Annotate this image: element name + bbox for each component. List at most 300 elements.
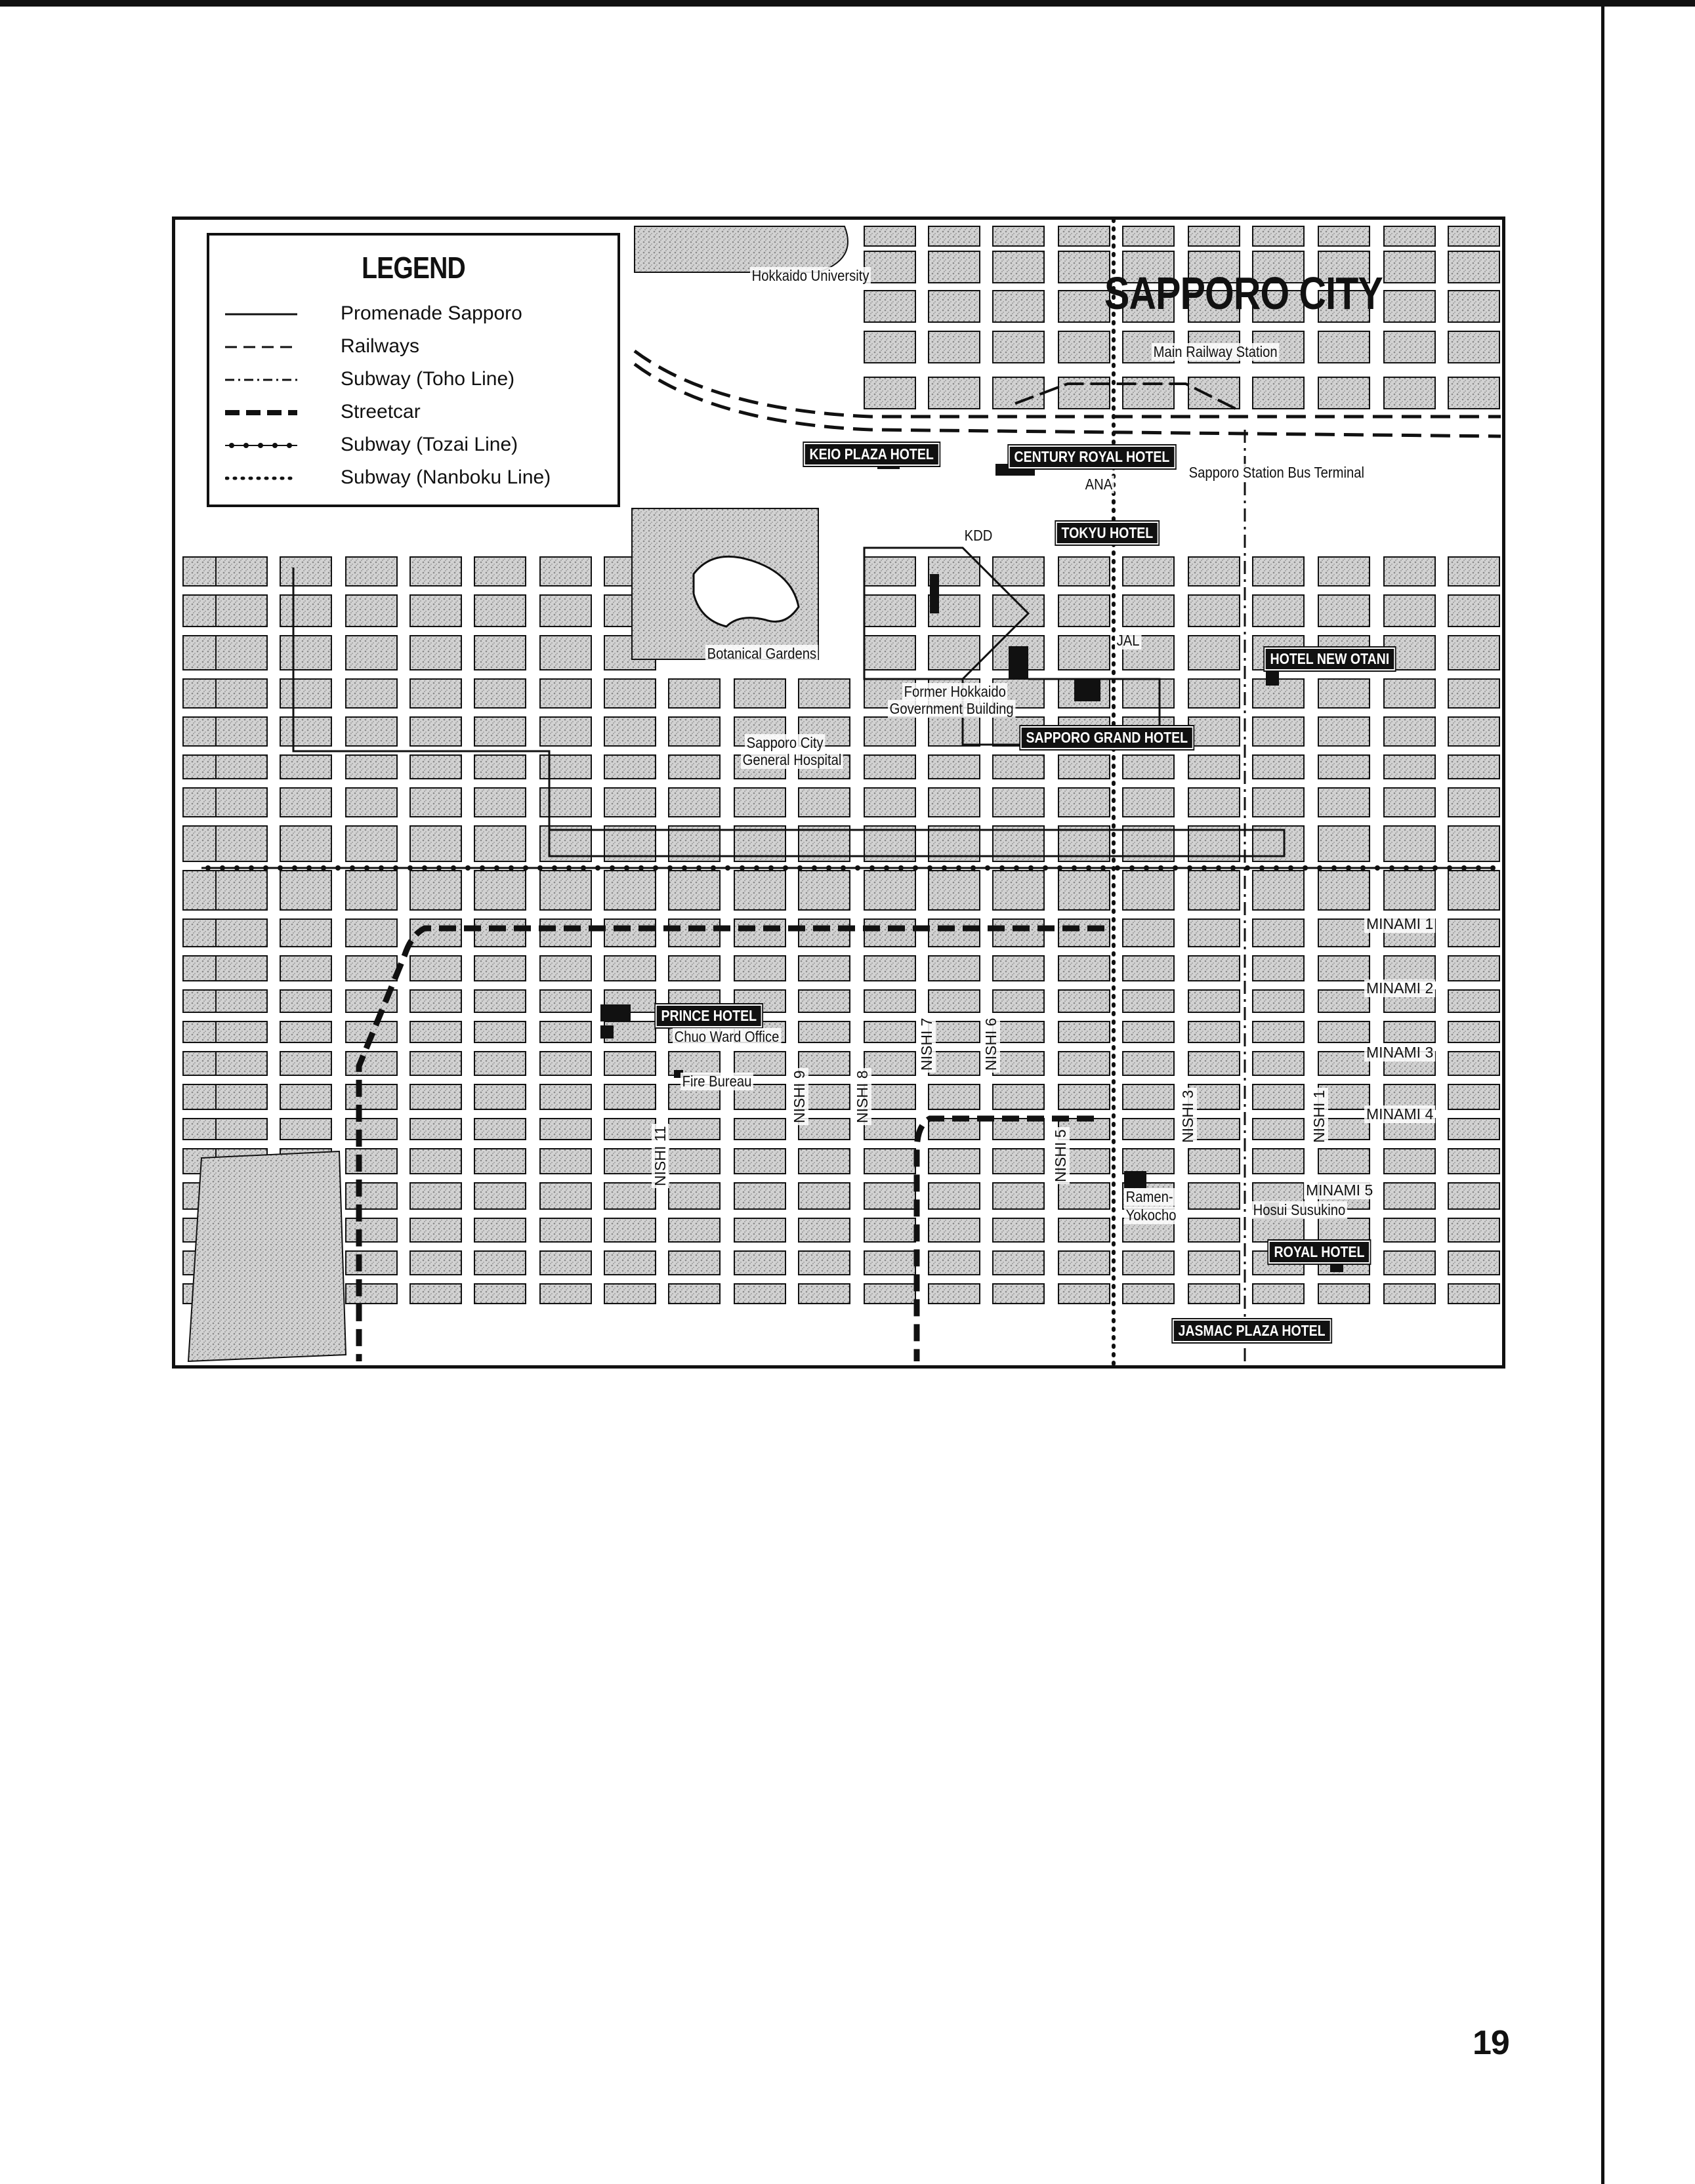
city-block <box>1123 226 1174 246</box>
city-block <box>1448 679 1499 708</box>
legend <box>207 233 620 507</box>
city-block <box>669 1251 720 1275</box>
city-block <box>604 1218 656 1242</box>
city-block <box>216 717 267 746</box>
label-chuo-ward-office: Chuo Ward Office <box>673 1028 781 1046</box>
city-block <box>864 1284 915 1304</box>
city-block <box>346 871 397 910</box>
city-block <box>280 1119 331 1140</box>
city-block <box>474 956 526 981</box>
city-block <box>1448 1284 1499 1304</box>
city-block <box>1123 755 1174 779</box>
city-block <box>1058 990 1110 1012</box>
city-block <box>346 1218 397 1242</box>
label-ramen-yokocho-1: Ramen- <box>1124 1188 1175 1206</box>
city-block <box>993 1183 1044 1209</box>
city-block <box>604 1084 656 1109</box>
city-block <box>1384 679 1435 708</box>
city-block <box>474 826 526 861</box>
city-block <box>864 956 915 981</box>
city-block <box>1384 251 1435 283</box>
city-block <box>993 1084 1044 1109</box>
city-block <box>216 919 267 947</box>
hokkaido-university-campus <box>635 226 848 272</box>
city-block <box>474 788 526 817</box>
city-block <box>1448 717 1499 746</box>
label-kdd: KDD <box>963 527 994 545</box>
city-block <box>864 1149 915 1174</box>
city-block <box>1058 636 1110 670</box>
city-block <box>1253 1218 1304 1242</box>
city-block <box>474 1052 526 1075</box>
city-block <box>1384 826 1435 861</box>
city-block <box>993 251 1044 283</box>
city-block <box>929 1021 980 1042</box>
city-block <box>1384 226 1435 246</box>
city-block <box>669 788 720 817</box>
city-block <box>1448 990 1499 1012</box>
city-block <box>1384 1183 1435 1209</box>
city-block <box>410 1021 461 1042</box>
city-block <box>1318 826 1370 861</box>
city-block <box>1058 291 1110 322</box>
city-block <box>1448 755 1499 779</box>
street-minami-5: MINAMI 5 <box>1304 1182 1375 1199</box>
city-block <box>1448 1084 1499 1109</box>
legend-item-railways: Railways <box>225 335 612 361</box>
city-block <box>1058 755 1110 779</box>
city-block <box>669 956 720 981</box>
city-block <box>216 1021 267 1042</box>
city-block <box>799 1021 850 1042</box>
city-block <box>1318 595 1370 627</box>
street-minami-1: MINAMI 1 <box>1364 915 1435 933</box>
city-block <box>540 755 591 779</box>
city-block <box>1253 871 1304 910</box>
city-block <box>216 636 267 670</box>
city-block <box>929 1149 980 1174</box>
city-block <box>1058 377 1110 409</box>
city-block <box>410 1284 461 1304</box>
city-block <box>993 871 1044 910</box>
city-block <box>1188 679 1240 708</box>
city-block <box>1384 595 1435 627</box>
city-block <box>604 1251 656 1275</box>
city-block <box>346 788 397 817</box>
city-block <box>346 1052 397 1075</box>
city-block <box>993 377 1044 409</box>
city-block <box>280 919 331 947</box>
street-nishi-11: NISHI 11 <box>652 1124 669 1188</box>
city-block <box>929 1052 980 1075</box>
city-block <box>864 595 915 627</box>
city-block <box>1123 1149 1174 1174</box>
city-block <box>1123 1052 1174 1075</box>
street-minami-4: MINAMI 4 <box>1364 1105 1435 1123</box>
city-block <box>474 1284 526 1304</box>
city-block <box>1384 1149 1435 1174</box>
city-block <box>1384 788 1435 817</box>
city-block <box>604 679 656 708</box>
city-block <box>410 788 461 817</box>
city-block <box>1448 557 1499 586</box>
city-block <box>346 717 397 746</box>
city-block <box>540 1218 591 1242</box>
city-block <box>216 1052 267 1075</box>
city-block <box>1188 1251 1240 1275</box>
city-block <box>799 871 850 910</box>
city-block <box>669 1218 720 1242</box>
city-block <box>216 826 267 861</box>
city-block <box>346 1119 397 1140</box>
city-block <box>734 1119 785 1140</box>
city-block <box>1188 1183 1240 1209</box>
city-block <box>604 755 656 779</box>
label-former-gov-building-2: Government Building <box>888 700 1015 718</box>
city-block <box>734 788 785 817</box>
city-block <box>1123 919 1174 947</box>
city-block <box>216 788 267 817</box>
city-block <box>346 1284 397 1304</box>
city-block <box>1123 1021 1174 1042</box>
city-block <box>1384 755 1435 779</box>
city-block <box>1448 956 1499 981</box>
city-block <box>799 1251 850 1275</box>
city-block <box>929 1119 980 1140</box>
city-block <box>1058 331 1110 363</box>
hotel-label-keio-plaza: KEIO PLAZA HOTEL <box>804 443 939 466</box>
city-block <box>540 1183 591 1209</box>
city-block <box>1253 226 1304 246</box>
city-block <box>474 1084 526 1109</box>
city-block <box>929 377 980 409</box>
city-block <box>993 1218 1044 1242</box>
city-block <box>346 595 397 627</box>
city-block <box>799 788 850 817</box>
city-block <box>1253 1284 1304 1304</box>
toho-line-icon <box>225 373 297 386</box>
city-block <box>410 717 461 746</box>
city-block <box>410 1251 461 1275</box>
city-block <box>1318 1149 1370 1174</box>
city-block <box>346 956 397 981</box>
city-block <box>864 557 915 586</box>
city-block <box>1448 919 1499 947</box>
city-block <box>1448 1183 1499 1209</box>
city-block <box>540 990 591 1012</box>
city-block <box>734 1052 785 1075</box>
city-block <box>1448 251 1499 283</box>
city-block <box>1253 557 1304 586</box>
city-block <box>1448 331 1499 363</box>
city-block <box>1188 557 1240 586</box>
building-marker <box>1124 1171 1146 1188</box>
city-block <box>1058 251 1110 283</box>
city-block <box>864 1021 915 1042</box>
city-block <box>993 1119 1044 1140</box>
city-block <box>669 919 720 947</box>
city-block <box>1448 1052 1499 1075</box>
city-block <box>346 919 397 947</box>
city-block <box>864 990 915 1012</box>
city-block <box>669 1183 720 1209</box>
city-block <box>604 919 656 947</box>
city-block <box>216 871 267 910</box>
label-bus-terminal: Sapporo Station Bus Terminal <box>1187 464 1366 482</box>
city-block <box>540 871 591 910</box>
city-block <box>1058 1284 1110 1304</box>
street-nishi-5: NISHI 5 <box>1052 1127 1070 1184</box>
city-block <box>1448 1149 1499 1174</box>
city-block <box>1253 990 1304 1012</box>
city-block <box>1253 717 1304 746</box>
city-block <box>474 990 526 1012</box>
legend-title: LEGEND <box>362 251 465 285</box>
city-block <box>1123 679 1174 708</box>
city-block <box>1384 1021 1435 1042</box>
city-block <box>864 1119 915 1140</box>
city-block <box>280 557 331 586</box>
city-block <box>1448 377 1499 409</box>
city-block <box>864 636 915 670</box>
city-block <box>993 1284 1044 1304</box>
city-block <box>799 1149 850 1174</box>
city-block <box>540 1119 591 1140</box>
city-block <box>1123 788 1174 817</box>
city-block <box>669 717 720 746</box>
city-block <box>734 679 785 708</box>
city-block <box>280 679 331 708</box>
city-block <box>993 557 1044 586</box>
city-block <box>734 1284 785 1304</box>
city-block <box>1188 788 1240 817</box>
city-block <box>929 1251 980 1275</box>
city-block <box>1058 1251 1110 1275</box>
city-block <box>604 956 656 981</box>
map-title: SAPPORO CITY <box>1104 268 1383 319</box>
city-block <box>410 679 461 708</box>
city-block <box>1123 595 1174 627</box>
city-block <box>1448 291 1499 322</box>
city-block <box>216 557 267 586</box>
city-block <box>669 871 720 910</box>
city-block <box>669 755 720 779</box>
city-block <box>1448 1021 1499 1042</box>
city-block <box>540 956 591 981</box>
city-block <box>1188 956 1240 981</box>
city-block <box>1188 755 1240 779</box>
city-block <box>410 1119 461 1140</box>
city-block <box>346 1183 397 1209</box>
city-block <box>1058 788 1110 817</box>
city-block <box>280 956 331 981</box>
city-block <box>540 1284 591 1304</box>
city-block <box>346 1149 397 1174</box>
city-block <box>1188 636 1240 670</box>
city-block <box>1253 1149 1304 1174</box>
street-nishi-8: NISHI 8 <box>854 1068 871 1125</box>
city-block <box>346 557 397 586</box>
city-block <box>1253 1021 1304 1042</box>
label-hosui-susukino: Hosui Susukino <box>1251 1201 1347 1219</box>
city-block <box>929 331 980 363</box>
tozai-line-icon <box>225 439 297 452</box>
city-block <box>1318 755 1370 779</box>
label-former-gov-building-1: Former Hokkaido <box>902 683 1008 701</box>
city-block <box>216 1119 267 1140</box>
city-block <box>1123 1119 1174 1140</box>
city-block <box>410 755 461 779</box>
street-minami-2: MINAMI 2 <box>1364 979 1435 997</box>
street-nishi-9: NISHI 9 <box>791 1068 808 1125</box>
city-block <box>216 755 267 779</box>
city-block <box>1384 717 1435 746</box>
city-block <box>929 1284 980 1304</box>
city-block <box>1188 717 1240 746</box>
city-block <box>929 1084 980 1109</box>
city-block <box>929 990 980 1012</box>
city-block <box>540 595 591 627</box>
building-marker <box>600 1004 631 1021</box>
label-hospital-1: Sapporo City <box>745 734 825 752</box>
city-block <box>474 1218 526 1242</box>
city-block <box>734 1149 785 1174</box>
city-block <box>604 1183 656 1209</box>
city-block <box>1188 990 1240 1012</box>
city-block <box>669 1149 720 1174</box>
city-block <box>280 755 331 779</box>
city-block <box>734 1183 785 1209</box>
city-block <box>1058 1218 1110 1242</box>
city-block <box>864 871 915 910</box>
city-block <box>993 226 1044 246</box>
hotel-label-prince: PRINCE HOTEL <box>656 1004 763 1027</box>
city-block <box>864 788 915 817</box>
street-nishi-3: NISHI 3 <box>1179 1088 1197 1145</box>
city-block <box>346 826 397 861</box>
city-block <box>929 251 980 283</box>
city-block <box>1318 1218 1370 1242</box>
city-block <box>1384 956 1435 981</box>
streetcar-line-icon <box>225 406 297 419</box>
city-block <box>410 956 461 981</box>
city-block <box>929 919 980 947</box>
city-block <box>1188 1052 1240 1075</box>
city-block <box>410 557 461 586</box>
city-block <box>1123 990 1174 1012</box>
city-block <box>540 1251 591 1275</box>
city-block <box>540 919 591 947</box>
city-block <box>474 636 526 670</box>
city-block <box>669 679 720 708</box>
city-block <box>993 331 1044 363</box>
city-block <box>864 1052 915 1075</box>
city-block <box>1253 919 1304 947</box>
city-block <box>410 990 461 1012</box>
city-block <box>474 755 526 779</box>
city-block <box>280 871 331 910</box>
city-block <box>1448 1251 1499 1275</box>
city-block <box>864 717 915 746</box>
city-block <box>410 636 461 670</box>
city-block <box>474 595 526 627</box>
hotel-label-jasmac-plaza: JASMAC PLAZA HOTEL <box>1173 1319 1331 1342</box>
city-block <box>1188 226 1240 246</box>
street-nishi-7: NISHI 7 <box>918 1016 936 1073</box>
city-block <box>864 755 915 779</box>
city-block <box>1318 788 1370 817</box>
city-block <box>929 226 980 246</box>
city-block <box>1058 226 1110 246</box>
city-block <box>1188 1149 1240 1174</box>
city-block <box>346 636 397 670</box>
city-block <box>280 1084 331 1109</box>
city-block <box>410 871 461 910</box>
city-block <box>1058 595 1110 627</box>
city-block <box>864 1084 915 1109</box>
city-block <box>216 990 267 1012</box>
city-block <box>410 826 461 861</box>
city-block <box>1448 1218 1499 1242</box>
city-block <box>1318 1284 1370 1304</box>
city-block <box>1058 956 1110 981</box>
city-block <box>474 1149 526 1174</box>
city-block <box>993 956 1044 981</box>
city-block <box>604 1052 656 1075</box>
city-block <box>216 595 267 627</box>
city-block <box>280 788 331 817</box>
city-block <box>799 679 850 708</box>
city-block <box>410 1052 461 1075</box>
city-block <box>993 1052 1044 1075</box>
city-block <box>1253 595 1304 627</box>
city-block <box>280 826 331 861</box>
city-block <box>993 1021 1044 1042</box>
city-block <box>929 1218 980 1242</box>
legend-item-toho-line: Subway (Toho Line) <box>225 368 612 394</box>
nanboku-line-icon <box>225 472 297 485</box>
city-block <box>540 1052 591 1075</box>
city-block <box>540 636 591 670</box>
city-block <box>1253 1119 1304 1140</box>
city-block <box>1384 291 1435 322</box>
city-block <box>993 1251 1044 1275</box>
building-marker <box>600 1025 614 1039</box>
city-block <box>1448 871 1499 910</box>
city-block <box>669 1284 720 1304</box>
city-block <box>1384 871 1435 910</box>
city-block <box>280 1021 331 1042</box>
city-block <box>1318 1052 1370 1075</box>
city-block <box>280 717 331 746</box>
city-block <box>1123 1251 1174 1275</box>
city-block <box>474 1021 526 1042</box>
street-minami-3: MINAMI 3 <box>1364 1044 1435 1061</box>
city-block <box>540 557 591 586</box>
city-block <box>216 679 267 708</box>
legend-item-tozai-line: Subway (Tozai Line) <box>225 434 612 460</box>
city-block <box>929 788 980 817</box>
page-right-border <box>1601 0 1604 2184</box>
city-block <box>993 291 1044 322</box>
city-block <box>864 1251 915 1275</box>
city-block <box>280 990 331 1012</box>
city-block <box>346 755 397 779</box>
city-block <box>1123 1084 1174 1109</box>
legend-item-nanboku-line: Subway (Nanboku Line) <box>225 466 612 493</box>
city-block <box>1318 871 1370 910</box>
city-block <box>1058 1084 1110 1109</box>
